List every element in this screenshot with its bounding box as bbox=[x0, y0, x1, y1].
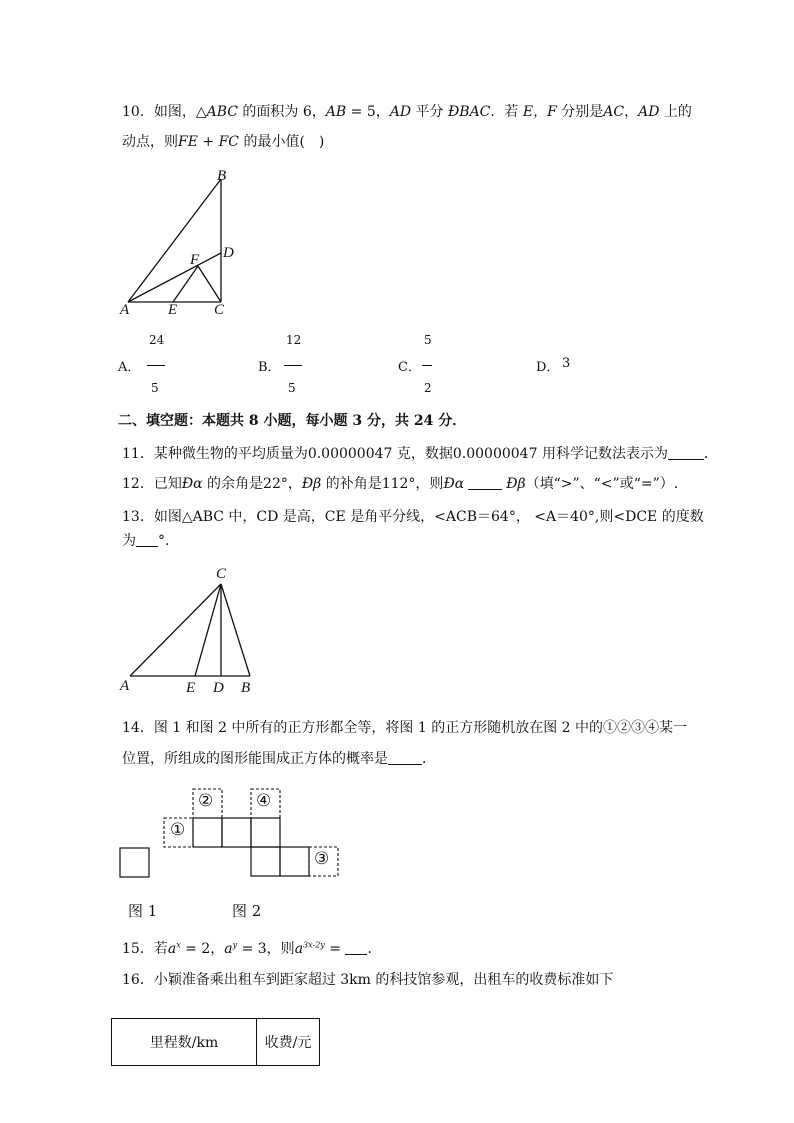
position-4-label: ④ bbox=[256, 791, 272, 811]
q13-line2: 为 °. bbox=[122, 533, 170, 549]
q15-text: 15．若$a^x = 2$，$a^y = 3$，则$a^{3x-2y}$ = ． bbox=[122, 940, 382, 957]
q13-line1: 13．如图△ABC 中，CD 是高，CE 是角平分线，<ACB＝64°， <A＝40°,则<DCE 的度数 bbox=[122, 509, 704, 525]
choice-c-fraction-bar bbox=[422, 365, 432, 366]
q12-text: 12．已知Ðα 的余角是22°，Ðβ 的补角是112°，则Ðα Ðβ（填“>”、“<”或“=”）. bbox=[122, 476, 679, 492]
q15-answer-blank[interactable] bbox=[345, 940, 367, 955]
q12-answer-blank[interactable] bbox=[468, 475, 502, 490]
q14-line2: 位置，所组成的图形能围成正方体的概率是 ． bbox=[122, 751, 436, 767]
figure-1-caption: 图 1 bbox=[128, 902, 158, 920]
q11-text: 11．某种微生物的平均质量为0.00000047 克，数据0.00000047 用科学记数法表示为 ． bbox=[122, 446, 718, 462]
q13-label-B: B bbox=[241, 680, 251, 696]
q13-label-D: D bbox=[213, 680, 224, 696]
q11-answer-blank[interactable] bbox=[668, 445, 704, 460]
figure-2-caption: 图 2 bbox=[232, 902, 262, 920]
q13-label-C: C bbox=[216, 566, 227, 582]
q14-line1: 14．图 1 和图 2 中所有的正方形都全等，将图 1 的正方形随机放在图 2 中的①②③④某一 bbox=[122, 720, 688, 736]
q14-answer-blank[interactable] bbox=[388, 750, 422, 765]
choice-b-letter[interactable]: B． bbox=[258, 360, 281, 375]
table-header-mileage: 里程数/km bbox=[112, 1019, 257, 1066]
label-B: B bbox=[217, 168, 227, 184]
q13-answer-blank[interactable] bbox=[136, 532, 158, 547]
choice-a-denominator: 5 bbox=[151, 381, 159, 395]
choice-b-fraction-bar bbox=[284, 365, 302, 366]
fare-table bbox=[111, 1018, 320, 1066]
q16-text: 16．小颖准备乘出租车到距家超过 3km 的科技馆参观，出租车的收费标准如下 bbox=[122, 972, 614, 988]
table-header-fee: 收费/元 bbox=[257, 1019, 320, 1066]
choice-b-denominator: 5 bbox=[288, 381, 296, 395]
q13-triangle-figure bbox=[120, 575, 260, 685]
q10-line2: 动点，则FE + FC 的最小值( ) bbox=[122, 134, 325, 150]
label-D: D bbox=[223, 245, 234, 261]
q10-line1: 10．如图，△ABC 的面积为 6，AB = 5，AD 平分 ÐBAC．若 E，F 分别是AC，AD 上的 bbox=[122, 104, 692, 120]
q13-label-A: A bbox=[120, 678, 130, 694]
position-3-label: ③ bbox=[314, 849, 330, 869]
choice-a-numerator: 24 bbox=[149, 333, 165, 347]
choice-c-denominator: 2 bbox=[424, 381, 432, 395]
label-A: A bbox=[120, 302, 130, 318]
choice-c-letter[interactable]: C． bbox=[398, 360, 421, 375]
table-row bbox=[112, 1019, 320, 1066]
q13-label-E: E bbox=[186, 680, 196, 696]
choice-c-numerator: 5 bbox=[424, 333, 432, 347]
choice-a-letter[interactable]: A． bbox=[118, 360, 141, 375]
label-C: C bbox=[214, 302, 225, 318]
label-E: E bbox=[168, 302, 178, 318]
cube-net-figures bbox=[110, 786, 350, 886]
choice-a-fraction-bar bbox=[147, 365, 165, 366]
label-F: F bbox=[190, 252, 200, 268]
section-2-heading: 二、填空题：本题共 8 小题，每小题 3 分，共 24 分． bbox=[118, 413, 467, 429]
position-2-label: ② bbox=[198, 791, 214, 811]
position-1-label: ① bbox=[170, 820, 186, 840]
choice-b-numerator: 12 bbox=[286, 333, 302, 347]
choice-d-value: 3 bbox=[562, 356, 571, 371]
choice-d-letter[interactable]: D． bbox=[536, 360, 560, 375]
